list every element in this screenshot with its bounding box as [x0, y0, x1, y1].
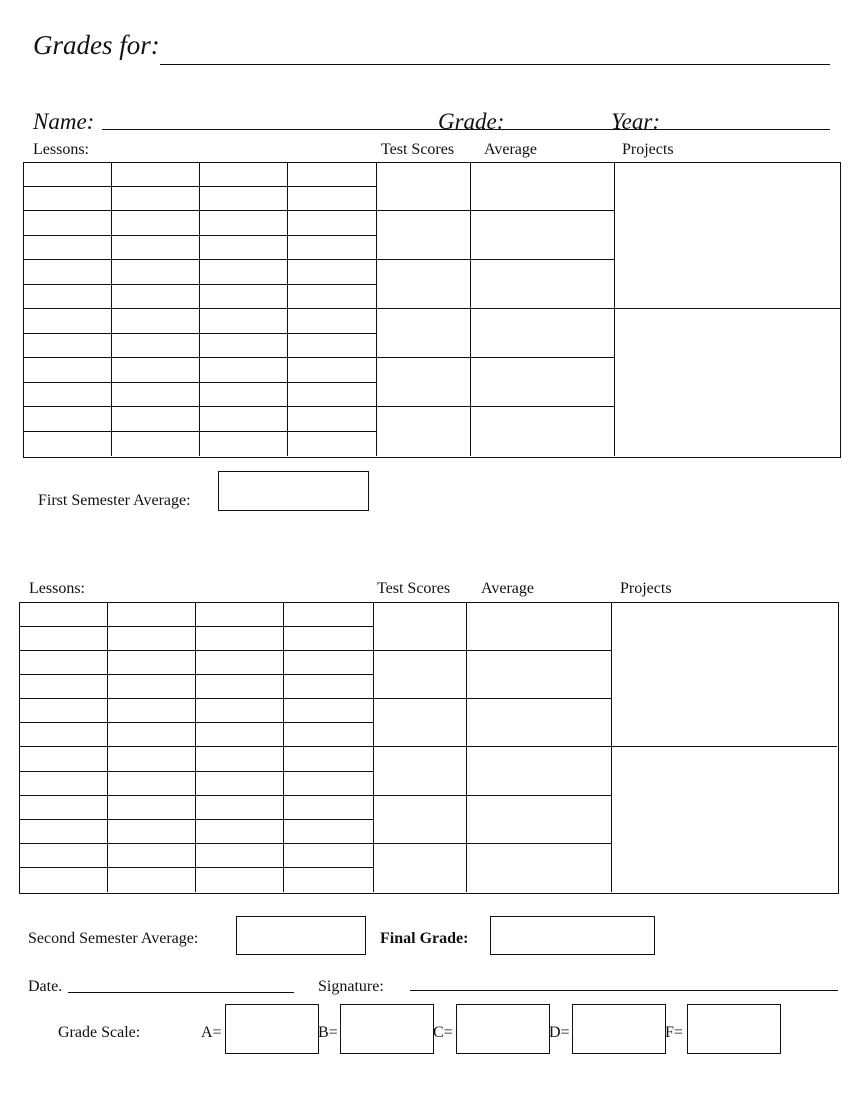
grade-scale-c-label: C=: [433, 1024, 453, 1041]
grid2-lesson-row-line: [20, 771, 373, 772]
final-grade-label: Final Grade:: [380, 930, 469, 947]
grid2-lesson-row-line: [20, 626, 373, 627]
grid2-projects-row-line: [611, 746, 837, 747]
grid1-lesson-row-line: [24, 235, 376, 236]
grid1-score-row-line: [376, 259, 614, 260]
final-grade-box[interactable]: [490, 916, 655, 955]
grid2-lesson-row-line: [20, 650, 373, 651]
grade-scale-a-box[interactable]: [225, 1004, 319, 1054]
first-semester-average-box[interactable]: [218, 471, 369, 511]
grid2-lesson-row-line: [20, 795, 373, 796]
grade-scale-a-label: A=: [201, 1024, 222, 1041]
grid1-projects-row-line: [614, 308, 840, 309]
grid2-score-row-line: [373, 650, 611, 651]
average-label-2: Average: [481, 580, 534, 597]
grid1-lesson-row-line: [24, 357, 376, 358]
grade-scale-f-label: F=: [665, 1024, 683, 1041]
semester1-grade-grid: [23, 162, 841, 458]
grid2-lesson-row-line: [20, 843, 373, 844]
grid1-col-divider: [470, 163, 471, 456]
grade-scale-c-box[interactable]: [456, 1004, 550, 1054]
second-semester-average-label: Second Semester Average:: [28, 930, 199, 947]
grid1-col-divider: [199, 163, 200, 456]
grid2-score-row-line: [373, 746, 611, 747]
grade-scale-label: Grade Scale:: [58, 1024, 141, 1041]
grid1-col-divider: [287, 163, 288, 456]
grades-for-label: Grades for:: [33, 30, 160, 60]
grades-for-line[interactable]: [160, 64, 830, 65]
grid1-lesson-row-line: [24, 210, 376, 211]
grid2-lesson-row-line: [20, 867, 373, 868]
grid1-lesson-row-line: [24, 382, 376, 383]
signature-line[interactable]: [410, 990, 838, 991]
grid1-score-row-line: [376, 406, 614, 407]
projects-label-1: Projects: [622, 141, 674, 158]
grade-label: Grade:: [438, 109, 505, 134]
signature-label: Signature:: [318, 978, 384, 995]
semester2-grade-grid: [19, 602, 839, 894]
grid1-lesson-row-line: [24, 406, 376, 407]
grid2-score-row-line: [373, 698, 611, 699]
grid2-col-divider: [611, 603, 612, 892]
date-label: Date.: [28, 978, 63, 995]
grid2-col-divider: [195, 603, 196, 892]
grid2-lesson-row-line: [20, 674, 373, 675]
grid2-lesson-row-line: [20, 819, 373, 820]
grid2-score-row-line: [373, 843, 611, 844]
grade-scale-d-label: D=: [549, 1024, 570, 1041]
lessons-label-2: Lessons:: [29, 580, 85, 597]
name-label: Name:: [33, 109, 95, 134]
grade-scale-b-label: B=: [318, 1024, 338, 1041]
grid1-lesson-row-line: [24, 259, 376, 260]
grade-scale-f-box[interactable]: [687, 1004, 781, 1054]
grid2-score-row-line: [373, 795, 611, 796]
grid1-score-row-line: [376, 357, 614, 358]
date-line[interactable]: [68, 992, 294, 993]
year-label: Year:: [611, 109, 660, 134]
grid1-lesson-row-line: [24, 333, 376, 334]
grid1-lesson-row-line: [24, 308, 376, 309]
first-semester-average-label: First Semester Average:: [38, 492, 191, 509]
grid1-lesson-row-line: [24, 186, 376, 187]
grade-scale-d-box[interactable]: [572, 1004, 666, 1054]
second-semester-average-box[interactable]: [236, 916, 366, 955]
average-label-1: Average: [484, 141, 537, 158]
grid1-col-divider: [376, 163, 377, 456]
test-scores-label-1: Test Scores: [381, 141, 455, 158]
grid1-col-divider: [614, 163, 615, 456]
grid2-col-divider: [466, 603, 467, 892]
grid1-score-row-line: [376, 210, 614, 211]
lessons-label-1: Lessons:: [33, 141, 89, 158]
test-scores-label-2: Test Scores: [377, 580, 451, 597]
grid1-score-row-line: [376, 308, 614, 309]
grid2-col-divider: [373, 603, 374, 892]
grid1-col-divider: [111, 163, 112, 456]
grid2-lesson-row-line: [20, 722, 373, 723]
grid1-lesson-row-line: [24, 431, 376, 432]
grid1-lesson-row-line: [24, 284, 376, 285]
grid2-lesson-row-line: [20, 746, 373, 747]
grid2-col-divider: [283, 603, 284, 892]
projects-label-2: Projects: [620, 580, 672, 597]
grid2-lesson-row-line: [20, 698, 373, 699]
grid2-col-divider: [107, 603, 108, 892]
grade-scale-b-box[interactable]: [340, 1004, 434, 1054]
